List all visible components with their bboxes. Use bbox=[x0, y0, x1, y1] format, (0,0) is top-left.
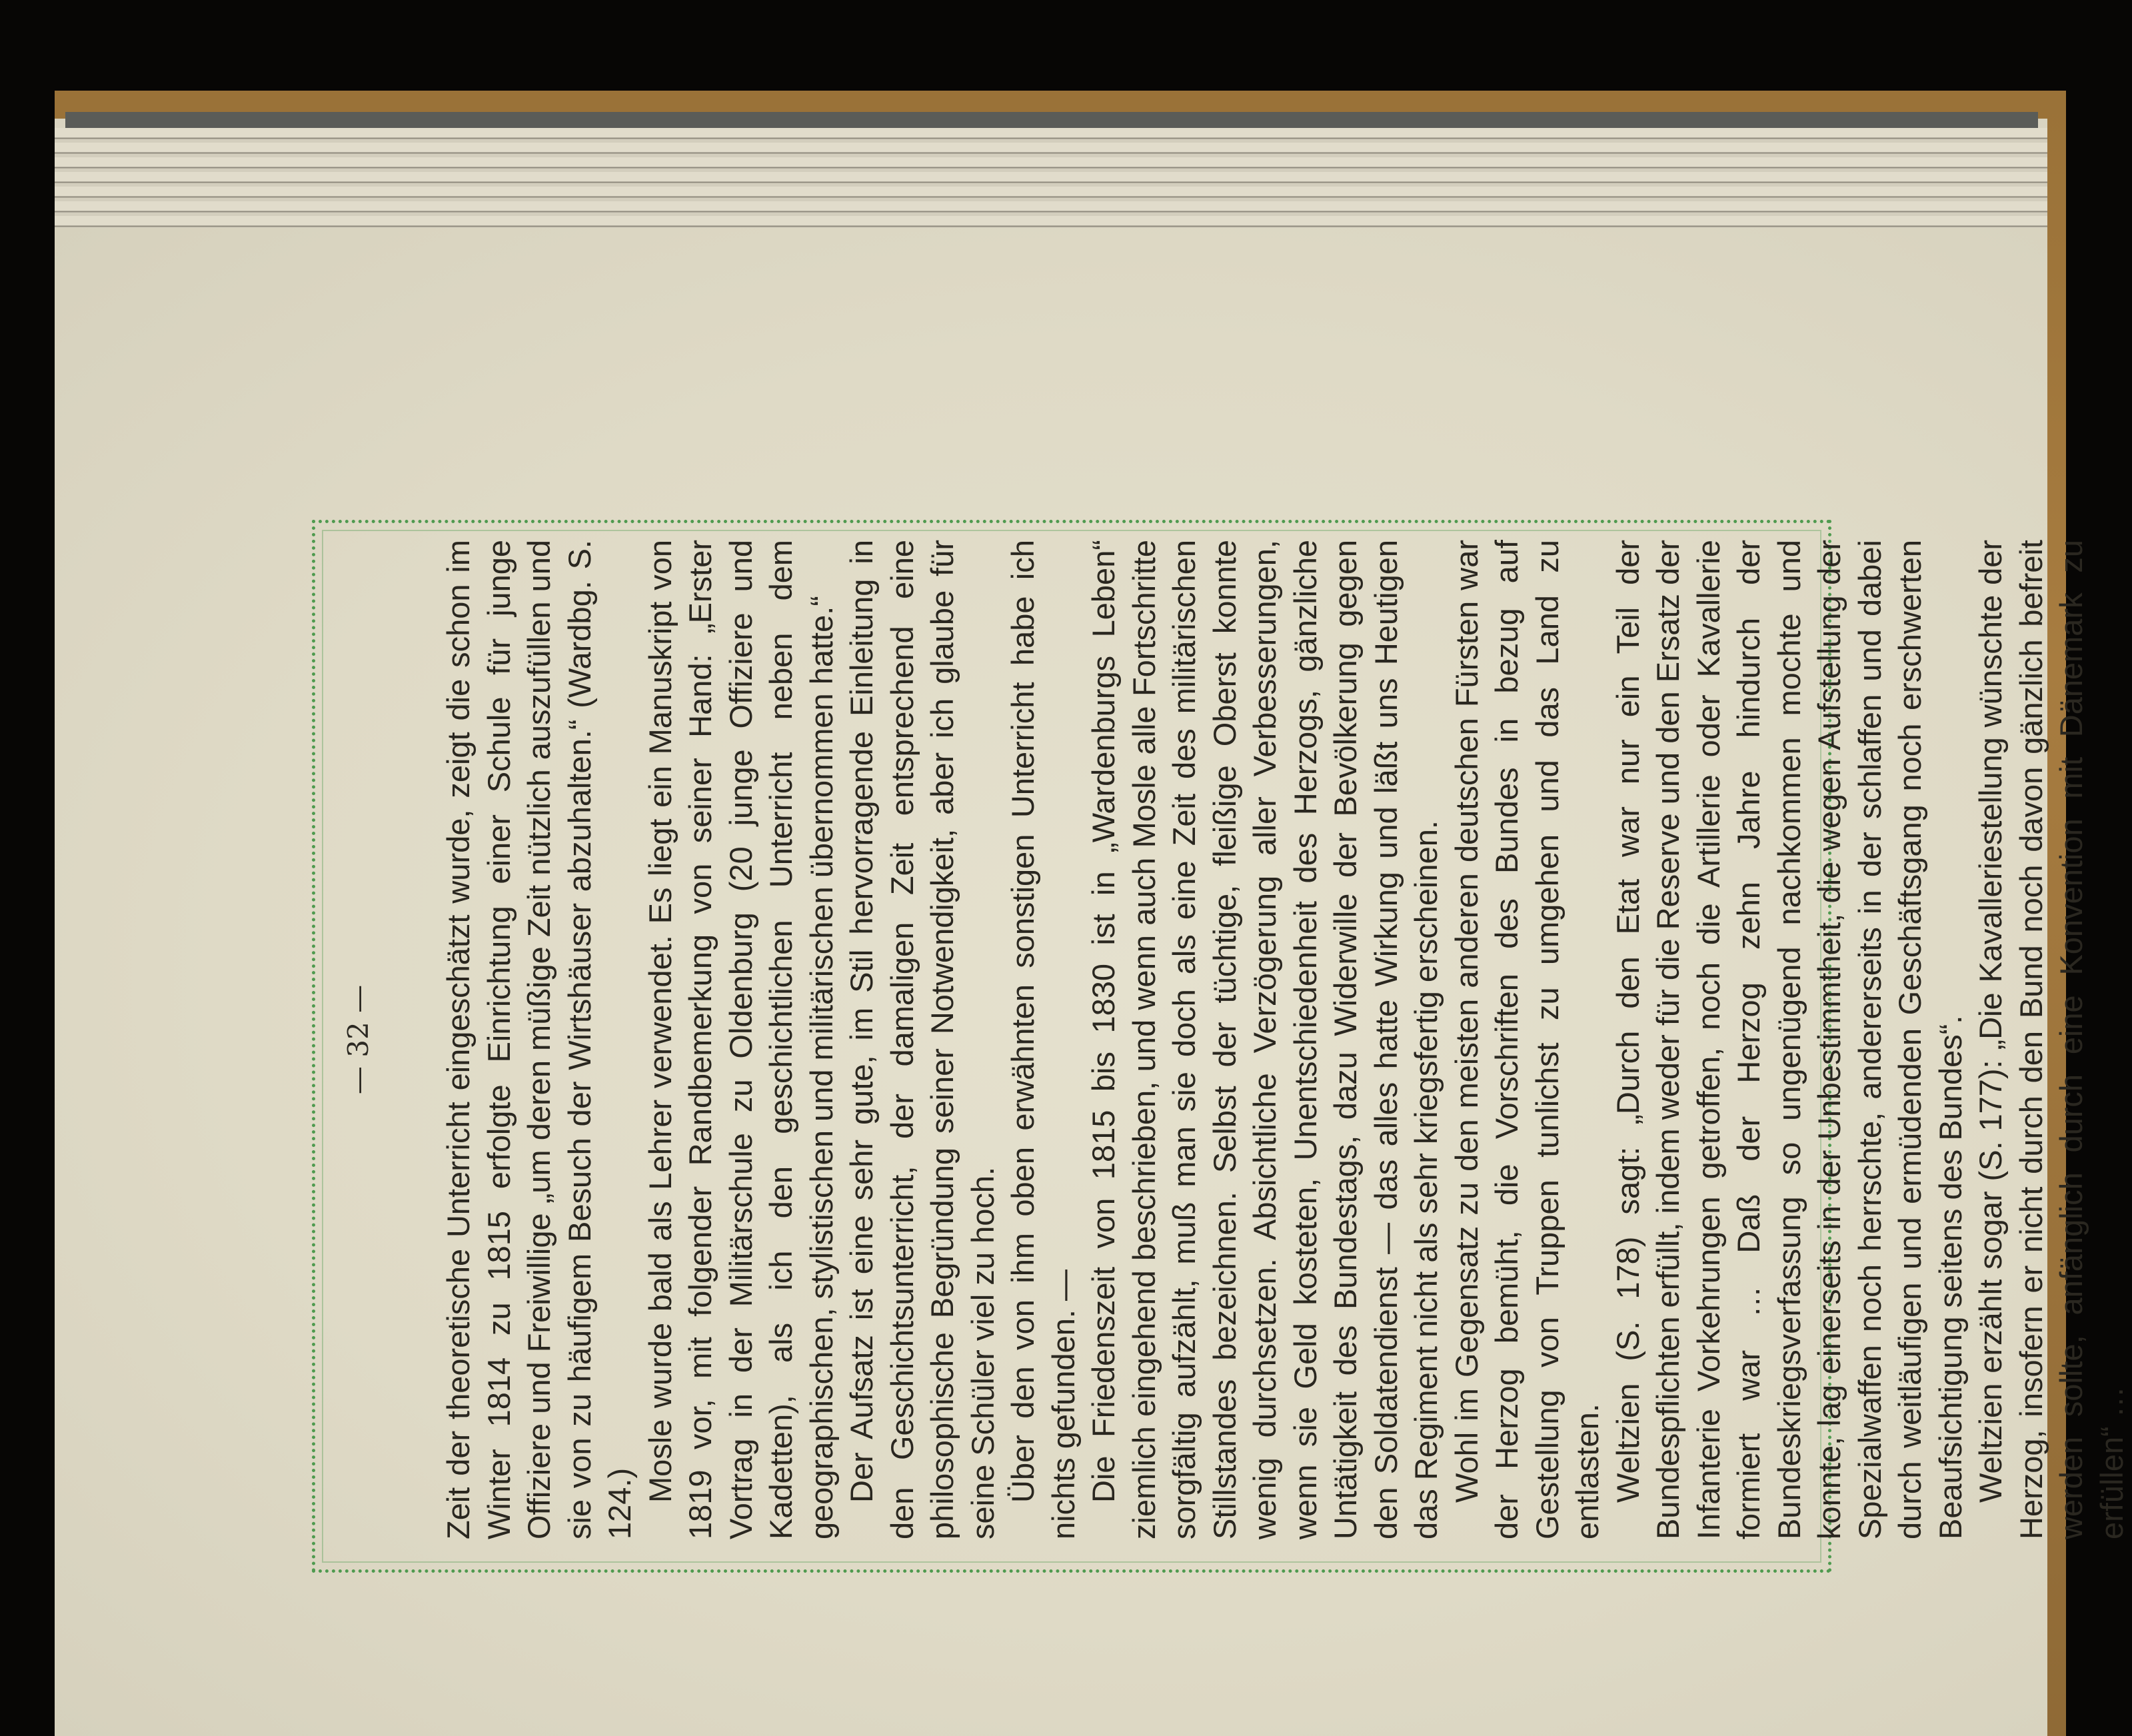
paragraph-5: Die Friedenszeit von 1815 bis 1830 ist in „Wardenburgs Leben“ ziemlich eingehend beschrieben, und wenn auch Mosle alle Fortschritte sorgfältig aufzählt, muß man sie doch als eine Zeit des militärischen Stillstandes bezeichnen. Selbst der tüchtige, fleißige Oberst konnte wenig durchsetzen. Absichtliche Verzögerung aller Verbesserungen, wenn sie Geld kosteten, Unentschiedenheit des Herzogs, gänzliche Untätigkeit des Bundestags, dazu Widerwille der Bevölkerung gegen den Soldatendienst — das alles hatte Wirkung und läßt uns Heutigen das Regiment nicht als sehr kriegsfertig erscheinen. bbox=[1086, 540, 1444, 1539]
paragraph-1: Zeit der theoretische Unterricht eingeschätzt wurde, zeigt die schon im Winter 1814 zu 1815 erfolgte Einrichtung einer Schule für junge Offiziere und Freiwillige „um deren müßige Zeit nützlich auszufüllen und sie von zu häufigem Besuch der Wirtshäuser abzuhalten.“ (Wardbg. S. 124.) bbox=[441, 540, 637, 1539]
paragraph-4: Über den von ihm oben erwähnten sonstigen Unterricht habe ich nichts gefunden. — bbox=[1005, 540, 1081, 1539]
page-number: — 32 — bbox=[342, 984, 375, 1095]
rotated-page-content bbox=[339, 540, 2129, 1539]
paragraph-8: Weltzien erzählt sogar (S. 177): „Die Kavalleriestellung wünschte der Herzog, insofern er nicht durch den Bund noch davon gänzlich befreit werden sollte, anfänglich durch eine Konvention mit Dänemark zu erfüllen“ … bbox=[1973, 540, 2129, 1539]
body-text bbox=[439, 540, 2132, 1539]
spine-strip bbox=[65, 112, 2038, 129]
paragraph-2: Mosle wurde bald als Lehrer verwendet. Es liegt ein Manuskript von 1819 vor, mit folgender Randbemerkung von seiner Hand: „Erster Vortrag in der Militärschule zu Oldenburg (20 junge Offiziere und Kadetten), als ich den geschichtlichen Unterricht neben dem geographischen, stylistischen und militärischen übernommen hatte.“ bbox=[642, 540, 839, 1539]
paragraph-6: Wohl im Gegensatz zu den meisten anderen deutschen Fürsten war der Herzog bemüht, die Vorschriften des Bundes in bezug auf Gestellung von Truppen tunlichst zu umgehen und das Land zu entlasten. bbox=[1448, 540, 1605, 1539]
paragraph-3: Der Aufsatz ist eine sehr gute, im Stil hervorragende Einleitung in den Geschichtsunterricht, der damaligen Zeit entsprechend eine philosophische Begründung seiner Notwendigkeit, aber ich glaube für seine Schüler viel zu hoch. bbox=[844, 540, 1000, 1539]
paragraph-7: Weltzien (S. 178) sagt: „Durch den Etat war nur ein Teil der Bundespflichten erfüllt, indem weder für die Reserve und den Ersatz der Infanterie Vorkehrungen getroffen, noch die Artillerie oder Kavallerie formiert war … Daß der Herzog zehn Jahre hindurch der Bundeskriegsverfassung so ungenügend nachkommen mochte und konnte, lag einerseits in der Unbestimmtheit, die wegen Aufstellung der Spezialwaffen noch herrschte, andererseits in der schlaffen und dabei durch weitläufigen und ermüdenden Geschäftsgang noch erschwerten Beaufsichtigung seitens des Bundes“. bbox=[1609, 540, 1968, 1539]
page-edges bbox=[55, 128, 2047, 228]
